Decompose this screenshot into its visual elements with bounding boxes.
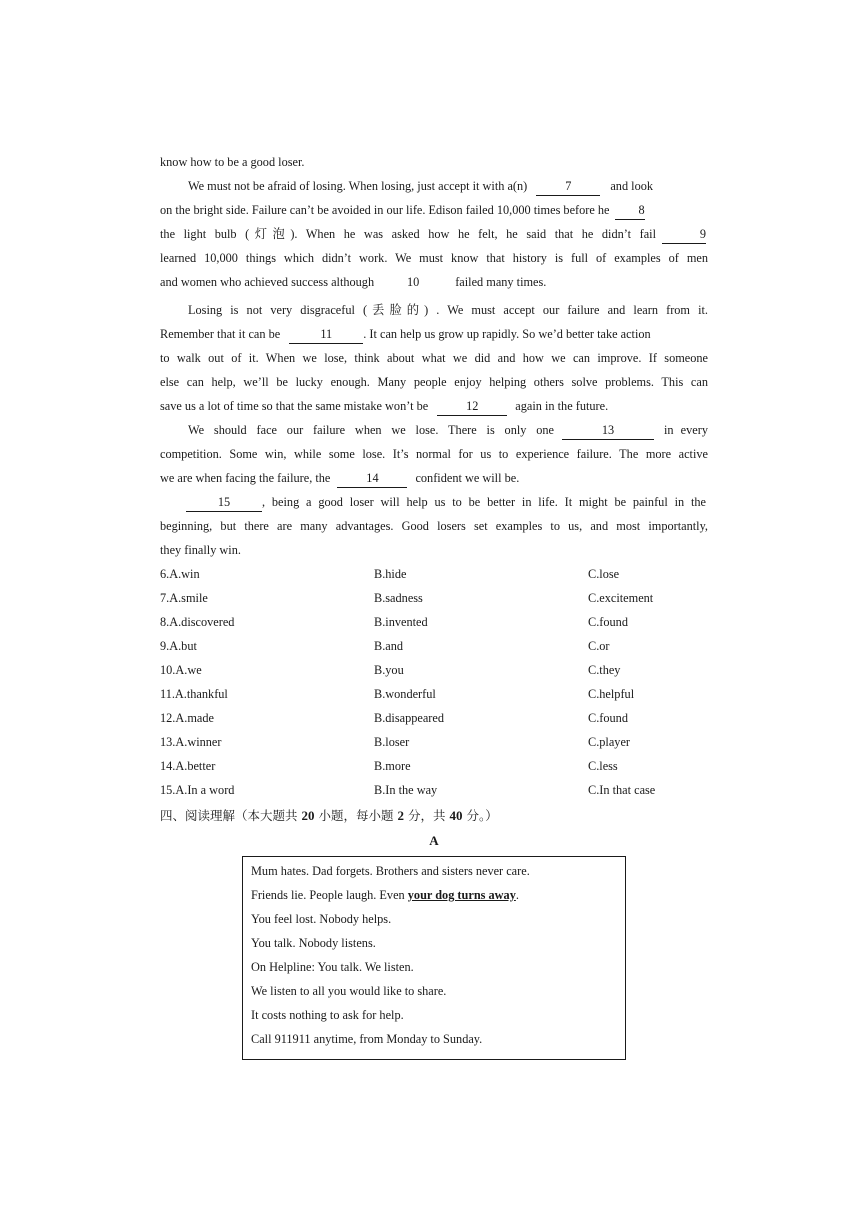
text: we are when facing the failure, the (160, 471, 331, 485)
heading-text: 四、阅读理解（本大题共 (160, 808, 298, 823)
passage-letter: A (429, 833, 439, 848)
option-a[interactable]: 12.A.made (160, 711, 214, 725)
text: confident we will be. (415, 471, 520, 485)
notice-line (251, 883, 617, 907)
text: on the bright side. Failure can’t be avoided in our life. Edison failed 10,000 times before he (160, 203, 610, 217)
option-row (160, 754, 708, 778)
option-b[interactable]: B.and (374, 639, 404, 653)
option-b[interactable]: B.hide (374, 567, 407, 581)
option-c[interactable]: C.lose (588, 567, 620, 581)
heading-text: 小题，每小题 (318, 808, 394, 823)
passage-line (160, 150, 708, 174)
option-a[interactable]: 9.A.but (160, 639, 197, 653)
notice-line: Mum hates. Dad forgets. Brothers and sisters never care. (251, 864, 530, 878)
option-row (160, 586, 708, 610)
option-row (160, 610, 708, 634)
option-c[interactable]: C.excitement (588, 591, 654, 605)
option-a[interactable]: 8.A.discovered (160, 615, 235, 629)
underlined-phrase: your dog turns away (407, 888, 516, 902)
passage-line (160, 174, 708, 198)
blank-10: 10 (407, 275, 420, 289)
text: . (515, 888, 519, 902)
passage-line (160, 222, 708, 246)
notice-line: We listen to all you would like to share. (251, 984, 447, 998)
option-row (160, 682, 708, 706)
text: again in the future. (515, 399, 609, 413)
passage-line: competition. Some win, while some lose. It’s normal for us to experience failure. The more active (160, 447, 708, 461)
option-c[interactable]: C.found (588, 711, 628, 725)
option-c[interactable]: C.helpful (588, 687, 635, 701)
option-row (160, 658, 708, 682)
passage-line (160, 270, 708, 294)
option-b[interactable]: B.wonderful (374, 687, 436, 701)
blank-14: 14 (337, 470, 407, 488)
option-b[interactable]: B.invented (374, 615, 428, 629)
option-b[interactable]: B.disappeared (374, 711, 444, 725)
question-count: 20 (301, 808, 315, 823)
notice-line: You feel lost. Nobody helps. (251, 912, 392, 926)
helpline-notice (242, 856, 626, 1060)
option-a[interactable]: 11.A.thankful (160, 687, 228, 701)
option-row (160, 778, 708, 802)
option-a[interactable]: 10.A.we (160, 663, 202, 677)
blank-11: 11 (289, 326, 363, 344)
option-c[interactable]: C.or (588, 639, 610, 653)
text: the light bulb (灯泡). When he was asked how he felt, he said that he didn’t fail (160, 227, 656, 241)
heading-text: 分。） (466, 808, 498, 823)
text: in every (664, 423, 708, 437)
option-c[interactable]: C.player (588, 735, 631, 749)
text: We must not be afraid of losing. When losing, just accept it with a(n) (188, 179, 528, 193)
blank-13: 13 (562, 422, 654, 440)
passage-line: beginning, but there are many advantages. Good losers set examples to us, and most importantly, (160, 519, 708, 533)
text: know how to be a good loser. (160, 155, 305, 169)
text: Friends lie. People laugh. Even (251, 888, 405, 902)
passage-line (160, 322, 708, 346)
text: and look (610, 179, 654, 193)
option-a[interactable]: 14.A.better (160, 759, 216, 773)
option-a[interactable]: 6.A.win (160, 567, 200, 581)
option-b[interactable]: B.sadness (374, 591, 423, 605)
passage-line (160, 490, 708, 514)
notice-line: Call 911911 anytime, from Monday to Sunday. (251, 1032, 483, 1046)
passage-line: to walk out of it. When we lose, think about what we did and how we can improve. If someone (160, 351, 708, 365)
option-b[interactable]: B.more (374, 759, 411, 773)
notice-line: You talk. Nobody listens. (251, 936, 376, 950)
passage-line (160, 418, 708, 442)
blank-9: 9 (662, 226, 706, 244)
text: . It can help us grow up rapidly. So we’d better take action (363, 327, 651, 341)
passage-line: they finally win. (160, 543, 241, 557)
option-a[interactable]: 7.A.smile (160, 591, 208, 605)
option-row (160, 706, 708, 730)
passage-line: else can help, we’ll be lucky enough. Many people enjoy helping others solve problems. This can (160, 375, 708, 389)
text: Remember that it can be (160, 327, 281, 341)
passage-line: Losing is not very disgraceful (丢脸的) . We must accept our failure and learn from it. (188, 303, 708, 317)
option-b[interactable]: B.you (374, 663, 404, 677)
blank-12: 12 (437, 398, 507, 416)
passage-line (160, 466, 708, 490)
passage-line: learned 10,000 things which didn’t work. We must know that history is full of examples of men (160, 251, 708, 265)
option-c[interactable]: C.In that case (588, 783, 656, 797)
points-total: 40 (449, 808, 463, 823)
points-each: 2 (397, 808, 404, 823)
option-b[interactable]: B.In the way (374, 783, 438, 797)
option-b[interactable]: B.loser (374, 735, 410, 749)
passage-line (160, 394, 708, 418)
option-row (160, 634, 708, 658)
notice-line: It costs nothing to ask for help. (251, 1008, 404, 1022)
blank-15: 15 (186, 494, 262, 512)
option-c[interactable]: C.they (588, 663, 621, 677)
text: We should face our failure when we lose. There is only one (188, 423, 554, 437)
option-c[interactable]: C.found (588, 615, 628, 629)
text: failed many times. (455, 275, 547, 289)
notice-line: On Helpline: You talk. We listen. (251, 960, 414, 974)
option-c[interactable]: C.less (588, 759, 618, 773)
blank-7: 7 (536, 178, 600, 196)
section-heading (160, 805, 498, 827)
option-row (160, 562, 708, 586)
text: and women who achieved success although (160, 275, 375, 289)
text: save us a lot of time so that the same mistake won’t be (160, 399, 429, 413)
blank-8: 8 (615, 202, 645, 220)
option-a[interactable]: 15.A.In a word (160, 783, 235, 797)
heading-text: 分，共 (407, 808, 446, 823)
passage-line (160, 198, 708, 222)
option-row (160, 730, 708, 754)
option-a[interactable]: 13.A.winner (160, 735, 222, 749)
text: , being a good loser will help us to be better in life. It might be painful in the (262, 495, 706, 509)
